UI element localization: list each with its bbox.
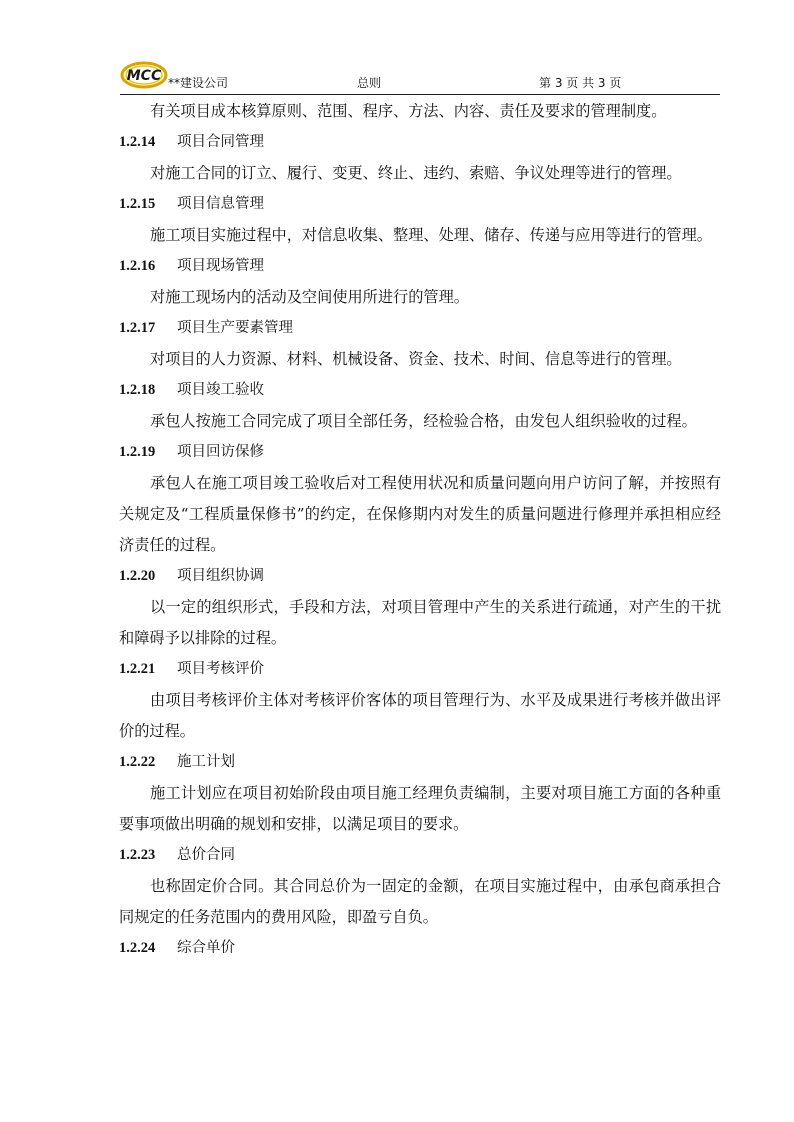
svg-text:MCC: MCC xyxy=(126,68,162,84)
section-text: 承包人按施工合同完成了项目全部任务，经检验合格，由发包人组织验收的过程。 xyxy=(150,412,697,430)
section-1-2-16 xyxy=(119,251,721,313)
section-title: 项目回访保修 xyxy=(177,444,264,460)
section-text: 也称固定价合同。其合同总价为一固定的金额，在项目实施过程中，由承包商承担合同规定的任务范围内的费用风险，即盈亏自负。 xyxy=(119,877,721,926)
section-text: 由项目考核评价主体对考核评价客体的项目管理行为、水平及成果进行考核并做出评价的过程。 xyxy=(119,691,721,740)
header-title: 总则 xyxy=(357,76,382,90)
section-text: 承包人在施工项目竣工验收后对工程使用状况和质量问题向用户访问了解，并按照有关规定及“工程质量保修书”的约定，在保修期内对发生的质量问题进行修理并承担相应经济责任的过程。 xyxy=(119,474,721,554)
section-heading xyxy=(119,654,721,685)
section-number: 1.2.16 xyxy=(119,258,156,274)
document-body xyxy=(119,96,721,964)
section-title: 项目考核评价 xyxy=(177,661,264,677)
section-1-2-21 xyxy=(119,654,721,747)
section-heading xyxy=(119,561,721,592)
section-1-2-22 xyxy=(119,747,721,840)
section-heading xyxy=(119,375,721,406)
section-1-2-17 xyxy=(119,313,721,375)
section-title: 项目组织协调 xyxy=(177,568,264,584)
section-number: 1.2.20 xyxy=(119,568,156,584)
section-text: 对施工合同的订立、履行、变更、终止、违约、索赔、争议处理等进行的管理。 xyxy=(150,164,682,182)
section-1-2-18 xyxy=(119,375,721,437)
section-heading xyxy=(119,840,721,871)
section-number: 1.2.22 xyxy=(119,754,156,770)
section-1-2-19 xyxy=(119,437,721,561)
mcc-logo xyxy=(120,60,168,90)
section-text: 对施工现场内的活动及空间使用所进行的管理。 xyxy=(150,288,469,306)
section-number: 1.2.24 xyxy=(119,940,156,956)
section-text: 对项目的人力资源、材料、机械设备、资金、技术、时间、信息等进行的管理。 xyxy=(150,350,682,368)
section-heading xyxy=(119,747,721,778)
section-heading xyxy=(119,437,721,468)
section-number: 1.2.17 xyxy=(119,320,156,336)
intro-paragraph: 有关项目成本核算原则、范围、程序、方法、内容、责任及要求的管理制度。 xyxy=(150,102,667,120)
section-heading xyxy=(119,189,721,220)
section-1-2-14 xyxy=(119,127,721,189)
section-heading xyxy=(119,313,721,344)
section-text: 施工项目实施过程中，对信息收集、整理、处理、储存、传递与应用等进行的管理。 xyxy=(150,226,712,244)
section-1-2-15 xyxy=(119,189,721,251)
section-heading xyxy=(119,251,721,282)
section-title: 总价合同 xyxy=(177,847,235,863)
section-1-2-20 xyxy=(119,561,721,654)
company-name: **建设公司 xyxy=(168,76,229,90)
section-heading xyxy=(119,127,721,158)
page-indicator: 第 3 页 共 3 页 xyxy=(539,76,622,90)
section-number: 1.2.15 xyxy=(119,196,156,212)
page-header xyxy=(120,58,720,95)
section-1-2-23 xyxy=(119,840,721,933)
section-title: 项目合同管理 xyxy=(177,134,264,150)
section-number: 1.2.23 xyxy=(119,847,156,863)
section-title: 项目现场管理 xyxy=(177,258,264,274)
section-number: 1.2.19 xyxy=(119,444,156,460)
section-title: 项目信息管理 xyxy=(177,196,264,212)
section-number: 1.2.21 xyxy=(119,661,156,677)
section-title: 项目竣工验收 xyxy=(177,382,264,398)
section-title: 施工计划 xyxy=(177,754,235,770)
section-1-2-24 xyxy=(119,933,721,964)
section-heading xyxy=(119,933,721,964)
section-text: 施工计划应在项目初始阶段由项目施工经理负责编制，主要对项目施工方面的各种重要事项做出明确的规划和安排，以满足项目的要求。 xyxy=(119,784,721,833)
section-title: 项目生产要素管理 xyxy=(177,320,293,336)
section-number: 1.2.18 xyxy=(119,382,156,398)
section-title: 综合单价 xyxy=(177,940,235,956)
section-text: 以一定的组织形式，手段和方法，对项目管理中产生的关系进行疏通，对产生的干扰和障碍予以排除的过程。 xyxy=(119,598,721,647)
section-number: 1.2.14 xyxy=(119,134,156,150)
